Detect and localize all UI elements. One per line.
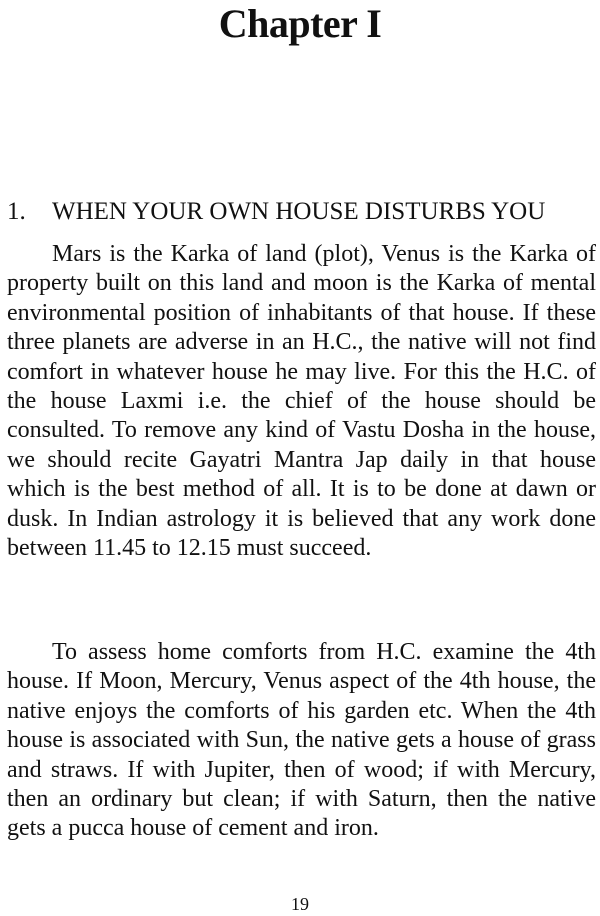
section-heading	[7, 196, 597, 228]
paragraph-1: Mars is the Karka of land (plot), Venus is the Karka of property built on this land and moon is the Karka of mental environmental position of inhabitants of that house. If these three planets are adverse in an H.C., the native will not find comfort in whatever house he may live. For this the H.C. of the house Laxmi i.e. the chief of the house should be consulted. To remove any kind of Vastu Dosha in the house, we should recite Gayatri Mantra Jap daily in that house which is the best method of all. It is to be done at dawn or dusk. In Indian astrology it is believed that any work done between 11.45 to 12.15 must succeed.	[7, 241, 596, 562]
section-title: WHEN YOUR OWN HOUSE DISTURBS YOU	[52, 198, 546, 225]
chapter-title: Chapter I	[218, 1, 382, 46]
page-number: 19	[291, 894, 309, 914]
section-number: 1.	[7, 198, 26, 225]
paragraph-2: To assess home comforts from H.C. examine the 4th house. If Moon, Mercury, Venus aspect of the 4th house, the native enjoys the comforts of his garden etc. When the 4th house is associated with Sun, the native gets a house of grass and straws. If with Jupiter, then of wood; if with Mercury, then an ordinary but clean; if with Saturn, then the native gets a pucca house of cement and iron.	[7, 639, 596, 842]
